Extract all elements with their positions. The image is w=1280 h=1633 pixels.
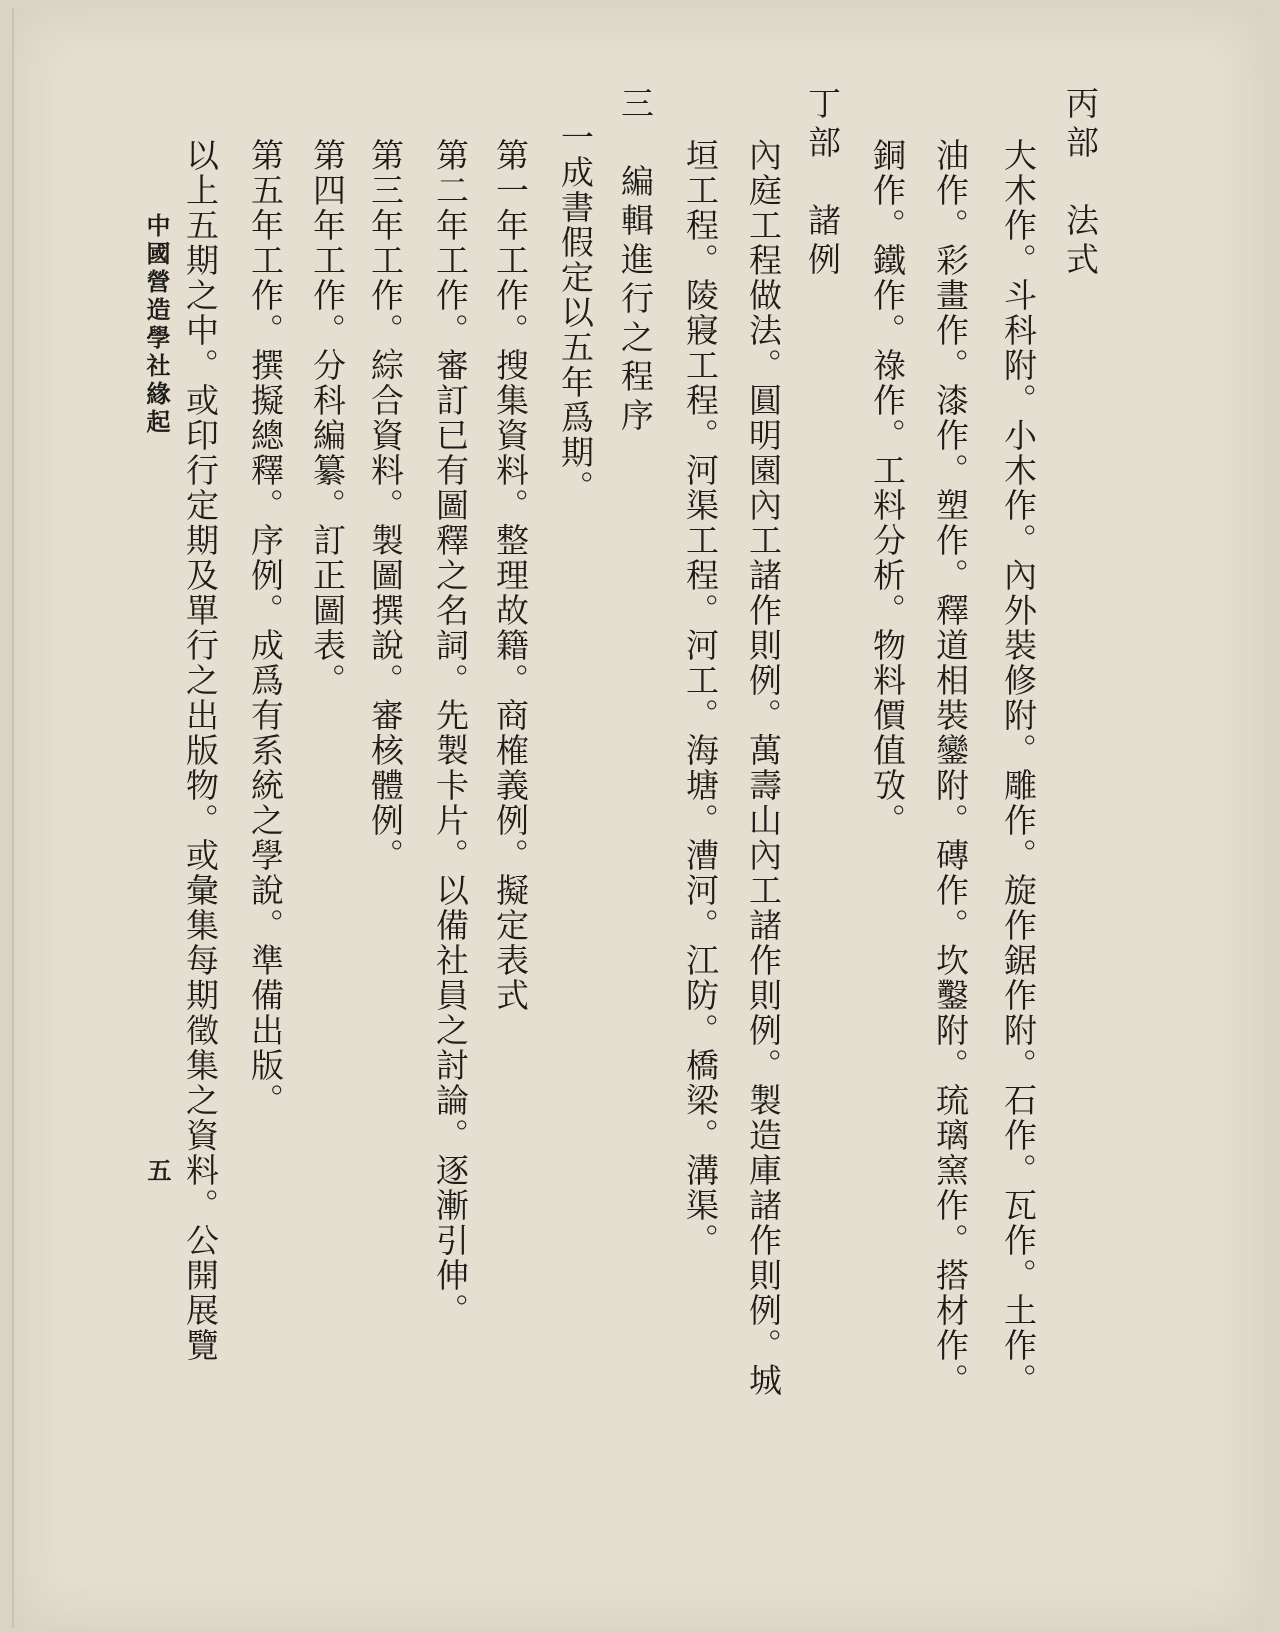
text-line-13: 第五年工作。撰擬總釋。序例。成爲有系統之學說。準備出版。 xyxy=(246,138,285,1118)
text-line-10: 第二年工作。審訂已有圖釋之名詞。先製卡片。以備社員之討論。逐漸引伸。 xyxy=(431,138,470,1328)
footer-title: 中國營造學社緣起 xyxy=(142,213,171,437)
section-heading-bing: 丙部 法式 xyxy=(1061,86,1100,281)
text-line-9: 第一年工作。搜集資料。整理故籍。商榷義例。擬定表式 xyxy=(491,138,530,1013)
text-line-2: 油作。彩畫作。漆作。塑作。釋道相裝鑾附。磚作。坎鑿附。琉璃窯作。搭材作。 xyxy=(931,138,970,1398)
text-line-3: 銅作。鐵作。祿作。工料分析。物料價值攷。 xyxy=(868,138,907,838)
section-heading-ding: 丁部 諸例 xyxy=(803,86,842,281)
section-heading-three: 三 編輯進行之程序 xyxy=(616,86,655,437)
document-page xyxy=(12,8,1264,1628)
text-line-12: 第四年工作。分科編纂。訂正圖表。 xyxy=(308,138,347,698)
text-line-14: 以上五期之中。或印行定期及單行之出版物。或彙集每期徵集之資料。公開展覽 xyxy=(181,138,220,1363)
text-line-11: 第三年工作。綜合資料。製圖撰說。審核體例。 xyxy=(366,138,405,873)
text-line-1: 大木作。斗科附。小木作。內外裝修附。雕作。旋作鋸作附。石作。瓦作。土作。 xyxy=(999,138,1038,1398)
page-number: 五 xyxy=(143,1158,172,1182)
text-line-8: 一成書假定以五年爲期。 xyxy=(556,120,595,505)
text-line-5: 內庭工程做法。圓明園內工諸作則例。萬壽山內工諸作則例。製造庫諸作則例。城 xyxy=(744,138,783,1398)
text-line-6: 垣工程。陵寢工程。河渠工程。河工。海塘。漕河。江防。橋梁。溝渠。 xyxy=(681,138,720,1258)
